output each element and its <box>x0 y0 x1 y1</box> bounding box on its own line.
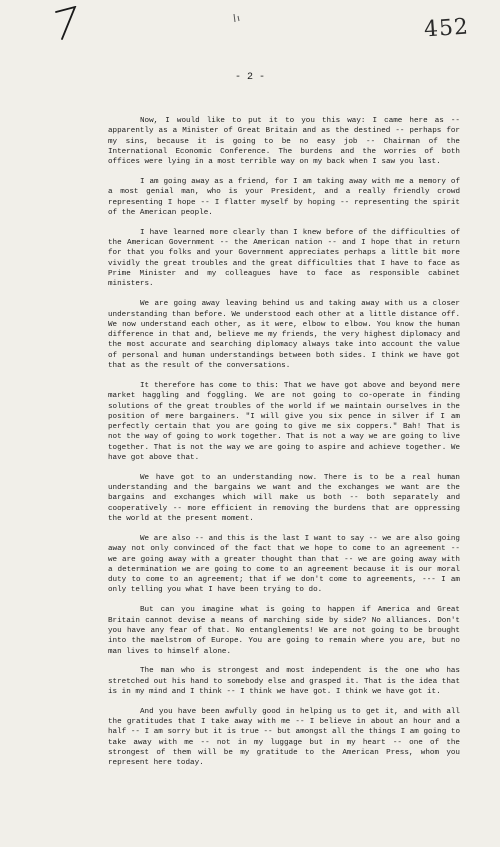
tick-mark <box>232 12 242 24</box>
paragraph: I have learned more clearly than I knew before of the difficulties of the American Government -- the American nation -- and I hope that in return for that you folks and your Government appreciates perhaps a little bit more vividly the great troubles and the great difficulties that I have to face as Prime Minister and my colleagues have to face as responsible cabinet ministers. <box>108 228 460 289</box>
page-number: - 2 - <box>234 72 265 83</box>
paragraph: We are also -- and this is the last I want to say -- we are also going away not only convinced of the fact that we hope to come to an agreement -- we are going away with a greater thought than that -- we are going away with a determination we are going to come to an agreement because it is our moral duty to come to an agreement; that if we don't come to agreements, --- I am only telling you what I have been trying to do. <box>108 534 460 595</box>
paragraph: We have got to an understanding now. There is to be a real human understanding and the bargains we want and the exchanges we want are the bargains and exchanges which will make us both -- both separately and cooperatively -- more efficient in removing the burdens that are oppressing the world at the present moment. <box>108 473 460 524</box>
pencil-mark <box>54 6 80 40</box>
paragraph: And you have been awfully good in helping us to get it, and with all the gratitudes that I take away with me -- I believe in about an hour and a half -- I am sorry but it is true -- but amongst all the things I am going to take away with me -- not in my luggage but in my heart -- one of the strongest of them will be my gratitude to the American Press, whom you represent here today. <box>108 707 460 768</box>
handwritten-page-number: 452 <box>423 14 470 43</box>
paragraph: I am going away as a friend, for I am taking away with me a memory of a most genial man, who is your President, and a really friendly crowd representing I hope -- I flatter myself by hoping -- representing the spirit of the American people. <box>108 178 460 217</box>
paragraph: The man who is strongest and most independent is the one who has stretched out his hand to somebody else and grasped it. That is the idea that is in my mind and I think -- I think we have got. I think we have got it. <box>108 667 460 696</box>
paragraph: We are going away leaving behind us and taking away with us a closer understanding than before. We understood each other at a little distance off. We now understand each other, as it were, elbow to elbow. You know the human difference in that and, believe me my friends, the very highest diplomacy and the most accurate and searching diplomacy always take into account the value of personal and human understandings between both sides. I think we have got that as the result of the conversations. <box>108 300 460 371</box>
paragraph: It therefore has come to this: That we have got above and beyond mere market haggling and foggling. We are not going to co-operate in finding solutions of the great troubles of the world if we maintain ourselves in the position of mere bargainers. "I will give you six pence in silver if I am perfectly certain that you are going to give me six coppers." Bah! That is not the way of going to work together. That is not a way we are going to live together. That is not the way we are going to aspire and achieve together. We have got above that. <box>108 381 460 462</box>
paragraph: But can you imagine what is going to happen if America and Great Britain cannot devise a means of marching side by side? No alliances. Don't you have any fear of that. No entanglements! We are not going to be brought into the maelstrom of Europe. You are going to remain where you are, but no man lives to himself alone. <box>108 606 460 656</box>
paragraph: Now, I would like to put it to you this way: I came here as -- apparently as a Minister of Great Britain and as the destined -- perhaps for my sins, because it is going to be no easy job -- Chairman of the International Economic Conference. The burdens and the worries of both offices were lying in a most terrible way on my back when I saw you last. <box>108 117 460 167</box>
document-body <box>108 116 460 778</box>
